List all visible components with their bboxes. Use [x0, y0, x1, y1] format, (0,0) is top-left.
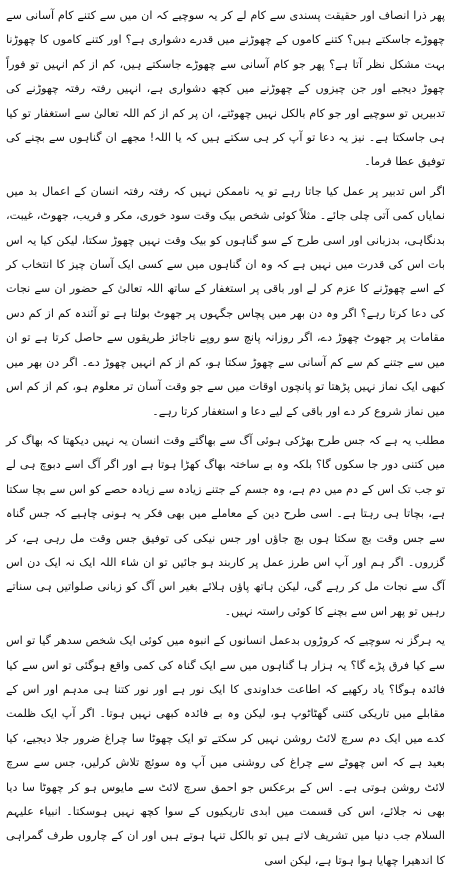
paragraph-3: مطلب یہ ہے کہ جس طرح بھڑکی ہوئی آگ سے بھاگتے وقت انسان یہ نہیں دیکھتا کہ بھاگ کر میں کتنی دور جا سکوں گا؟ بلکہ وہ بے ساختہ بھاگ کھڑا ہوتا ہے اور اگر آگ اسے دبوچ ہی لے تو جب تک اس کے دم میں دم ہے، وہ جسم کے جتنے زیادہ سے زیادہ حصے کو اس سے بچا سکتا ہے، بچاتا ہی رہتا ہے۔ اسی طرح دین کے معاملے میں بھی فکر یہ ہونی چاہیے کہ جس گناہ سے جس وقت بچ سکتا ہوں بچ جاؤں اور جس نیکی کی توفیق جس وقت مل رہی ہے، کر گزروں۔ اگر ہم اور آپ اس طرز عمل پر کاربند ہو جائیں تو ان شاء اللہ ایک نہ ایک دن اس آگ سے نجات مل کر رہے گی، لیکن ہاتھ پاؤں ہلائے بغیر اس آگ کو زبانی صلواتیں ہی سناتے رہیں تو پھر اس سے بچنے کا کوئی راستہ نہیں۔ [6, 433, 445, 618]
paragraph-2: اگر اس تدبیر پر عمل کیا جاتا رہے تو یہ ناممکن نہیں کہ رفتہ رفتہ انسان کے اعمال بد میں نمایاں کمی آتی چلی جائے۔ مثلاً کوئی شخص بیک وقت سود خوری، مکر و فریب، جھوٹ، غیبت، بدنگاہی، بدزبانی اور اسی طرح کے سو گناہوں کو بیک وقت نہیں چھوڑ سکتا، لیکن کیا یہ اس بات اس کی قدرت میں نہیں ہے کہ وہ ان گناہوں میں سے کسی ایک آسان چیز کا انتخاب کر کے اسے چھوڑنے کا عزم کر لے اور باقی پر استغفار کے ساتھ اللہ تعالیٰ کے حضور ان سے نجات کی دعا کرتا رہے؟ اگر وہ دن بھر میں پچاس جگہوں پر جھوٹ بولتا ہے تو آئندہ کم از کم دس مقامات پر جھوٹ چھوڑ دے، اگر روزانہ پانچ سو روپے ناجائز طریقوں سے حاصل کرتا ہے تو ان میں سے جتنے کم سے کم آسانی سے چھوڑ سکتا ہو، کم از کم انہیں چھوڑ دے۔ اگر دن بھر میں کبھی ایک نماز نہیں پڑھتا تو پانچوں اوقات میں سے جو وقت آسان تر معلوم ہو، کم از کم اس میں نماز شروع کر دے اور باقی کے لیے دعا و استغفار کرتا رہے۔ [6, 184, 445, 418]
paragraph-1: پھر ذرا انصاف اور حقیقت پسندی سے کام لے کر یہ سوچیے کہ ان میں سے کتنے کام آسانی سے چھوڑے جاسکتے ہیں؟ کتنے کاموں کے چھوڑنے میں قدرے دشواری ہے؟ اور کتنے کاموں کا چھوڑنا بہت مشکل نظر آتا ہے؟ پھر جو کام آسانی سے چھوڑے جاسکتے ہیں، کم از کم انہیں تو فوراً چھوڑ دیجیے اور جن چیزوں کے چھوڑنے میں کچھ دشواری ہے، انہیں رفتہ رفتہ چھوڑنے کی تدبیریں تو سوچیے اور جو کام بالکل نہیں چھوٹتے، ان پر کم از کم اللہ تعالیٰ سے استغفار تو کیا ہی جاسکتا ہے۔ نیز یہ دعا تو آپ کر ہی سکتے ہیں کہ یا اللہ! مجھے ان گناہوں سے بچنے کی توفیق عطا فرما۔ [6, 9, 445, 169]
paragraph-4: یہ ہرگز نہ سوچیے کہ کروڑوں بدعمل انسانوں کے انبوہ میں کوئی ایک شخص سدھر گیا تو اس سے کیا فرق پڑے گا؟ یہ ہزار ہا گناہوں میں سے ایک گناہ کی کمی واقع ہوگئی تو اس سے کیا فائدہ ہوگا؟ یاد رکھیے کہ اطاعت خداوندی کا ایک نور ہے اور نور کتنا ہی مدہم اور اس کے مقابلے میں تاریکی کتنی گھٹاٹوپ ہو، لیکن وہ بے فائدہ کبھی نہیں ہوتا۔ اگر آپ ایک ظلمت کدے میں ایک دم سرچ لائٹ روشن نہیں کر سکتے تو ایک چھوٹا سا چراغ ضرور جلا دیجیے، کیا بعید ہے کہ اس چھوٹے سے چراغ کی روشنی میں آپ وہ سوئچ تلاش کرلیں، جس سے سرچ لائٹ روشن ہوتی ہے۔ اس کے برعکس جو احمق سرچ لائٹ سے مایوس ہو کر چھوٹا سا دیا بھی نہ جلائے، اس کی قسمت میں ابدی تاریکیوں کے سوا کچھ نہیں ہوسکتا۔ انبیاء علیہم السلام جب دنیا میں تشریف لاتے ہیں تو بالکل تنہا ہوتے ہیں اور ان کے چاروں طرف گمراہی کا اندھیرا چھایا ہوا ہوتا ہے، لیکن اسی [6, 634, 445, 867]
